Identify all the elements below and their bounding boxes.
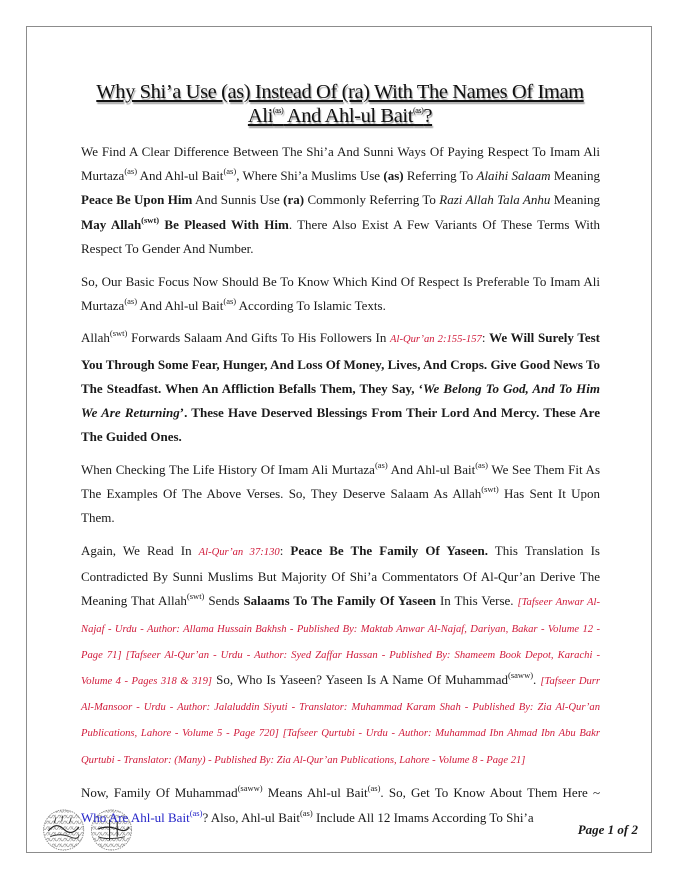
text: Commonly Referring To bbox=[304, 192, 440, 208]
text: . bbox=[533, 672, 541, 688]
text: So, Who Is Yaseen? Yaseen Is A Name Of Muhammad bbox=[212, 672, 509, 688]
bold-text: (as) bbox=[383, 168, 404, 184]
text: : bbox=[279, 543, 291, 559]
tafseer-reference: [Tafseer Durr Al-Mansoor - Urdu - Author: Jalaluddin Siyuti - Translator: Muhammad Karam Shah - Published By: Zia Al-Qur’an Publications, Lahore - Volume 5 - Page 720] [Tafseer Qurtubi - Urdu - Author: Muhammad Ibn Ahmad Ibn Abu Bakr Qurtubi - Translator: (Many) - Published By: Zia Al-Qur’an Publications, Lahore - Volume 8 - Page 21] bbox=[81, 676, 601, 766]
text: This Translation Is Contradicted By Sunni Muslims But Majority Of Shi’a Commentators Of Al-Qur’an Derive The Meaning That Allah bbox=[81, 543, 600, 609]
bold-text: Be Pleased With Him bbox=[159, 216, 289, 232]
honorific-sup: (saww) bbox=[237, 783, 263, 794]
text: , Where Shi’a Muslims Use bbox=[236, 168, 384, 184]
bold-text: Peace Be Upon Him bbox=[81, 192, 193, 208]
quran-reference: Al-Qur’an 37:130 bbox=[198, 547, 280, 559]
bold-quote: Peace Be The Family Of Yaseen. bbox=[290, 543, 488, 559]
title-line-1: Why Shi’a Use (as) Instead Of (ra) With The Names Of Imam bbox=[96, 81, 584, 103]
title-sup: (as) bbox=[413, 106, 424, 115]
paragraph-1 bbox=[81, 140, 600, 261]
tafseer-reference: [Tafseer Anwar Al-Najaf - Urdu - Author: Allama Hussain Bakhsh - Published By: Maktab Anwar Al-Najaf, Dariyan, Bakar - Volume 12 - Page 71] [Tafseer Al-Qur’an - Urdu - Author: Syed Zaffar Hassan - Published By: Shameem Book Depot, Karachi - Volume 4 - Pages 318 & 319] bbox=[81, 597, 600, 688]
text: Include All 12 Imams According To Shi’a bbox=[312, 809, 534, 825]
text: And Sunnis Use bbox=[192, 192, 284, 208]
text: Allah bbox=[81, 330, 110, 346]
title-ali: Ali bbox=[247, 105, 273, 127]
honorific-sup: (swt) bbox=[481, 484, 499, 495]
text: Now, Family Of Muhammad bbox=[81, 785, 238, 801]
text: . So, Get To Know About Them Here ~ bbox=[380, 785, 601, 801]
honorific-sup: (as) bbox=[124, 166, 138, 177]
link-text[interactable]: Who Are Ahl-ul Bait bbox=[81, 809, 190, 825]
text: : bbox=[481, 330, 490, 346]
title-ahl-ul-bait: And Ahl-ul Bait bbox=[283, 105, 413, 127]
honorific-sup: (swt) bbox=[141, 214, 160, 225]
who-are-ahl-ul-bait-link[interactable] bbox=[81, 807, 203, 825]
title-question-mark: ? bbox=[423, 105, 433, 127]
calligraphy-seal-left-icon bbox=[44, 810, 84, 850]
text: And Ahl-ul Bait bbox=[137, 168, 224, 184]
honorific-sup[interactable]: (as) bbox=[189, 807, 203, 818]
quran-reference: Al-Qur’an 2:155-157 bbox=[390, 334, 482, 346]
honorific-sup: (as) bbox=[223, 295, 237, 306]
honorific-sup: (as) bbox=[124, 295, 138, 306]
paragraph-3 bbox=[81, 326, 600, 449]
text: Sends bbox=[204, 593, 244, 609]
text: . There Also Exist A Few Variants Of These Terms With Respect To Gender And Number. bbox=[81, 216, 600, 256]
honorific-sup: (as) bbox=[299, 807, 313, 818]
bold-text: May Allah bbox=[81, 216, 142, 232]
text: We Find A Clear Difference Between The Shi’a And Sunni Ways Of Paying Respect To Imam Ali Murtaza bbox=[81, 144, 600, 184]
text: Referring To bbox=[403, 168, 477, 184]
text: Again, We Read In bbox=[81, 543, 199, 559]
honorific-sup: (swt) bbox=[109, 328, 128, 339]
paragraph-6 bbox=[81, 781, 600, 829]
bold-quote: ’. These Have Deserved Blessings From Their Lord And Mercy. These Are The Guided Ones. bbox=[81, 405, 600, 445]
bold-text: (ra) bbox=[283, 192, 305, 208]
page-number: Page 1 of 2 bbox=[577, 822, 638, 837]
text: Forwards Salaam And Gifts To His Followers In bbox=[127, 330, 391, 346]
text: And Ahl-ul Bait bbox=[387, 461, 476, 477]
paragraph-4 bbox=[81, 458, 600, 531]
text: According To Islamic Texts. bbox=[236, 297, 386, 313]
honorific-sup: (saww) bbox=[508, 670, 534, 681]
paragraph-2 bbox=[81, 270, 600, 318]
honorific-sup: (as) bbox=[475, 459, 488, 470]
text: We See Them Fit As The Examples Of The Above Verses. So, They Deserve Salaam As Allah bbox=[81, 461, 601, 502]
text: Has Sent It Upon Them. bbox=[81, 486, 600, 526]
document-body bbox=[81, 140, 600, 838]
honorific-sup: (as) bbox=[223, 166, 237, 177]
bold-italic-quote: We Belong To God, And To Him We Are Returning bbox=[81, 380, 600, 421]
italic-text: Alaihi Salaam bbox=[476, 168, 551, 184]
text: When Checking The Life History Of Imam Ali Murtaza bbox=[81, 461, 375, 477]
text: Means Ahl-ul Bait bbox=[262, 785, 368, 801]
title-sup: (as) bbox=[272, 106, 284, 115]
honorific-sup: (as) bbox=[367, 783, 381, 794]
honorific-sup: (as) bbox=[374, 459, 388, 470]
bold-text: Salaams To The Family Of Yaseen bbox=[243, 593, 436, 609]
honorific-sup: (swt) bbox=[186, 591, 205, 602]
text: So, Our Basic Focus Now Should Be To Know Which Kind Of Respect Is Preferable To Imam Ali Murtaza bbox=[81, 273, 600, 313]
paragraph-5 bbox=[81, 539, 600, 773]
text: Meaning bbox=[550, 168, 601, 184]
document-title bbox=[60, 80, 620, 128]
text: Meaning bbox=[550, 192, 600, 208]
text: In This Verse. bbox=[435, 593, 518, 609]
bold-quote: We Will Surely Test You Through Some Fear, Hunger, And Loss Of Money, Lives, And Crops. Give Good News To The Steadfast. When An Affliction Befalls Them, They Say, ‘ bbox=[81, 330, 600, 396]
text: Also, Ahl-ul Bait bbox=[208, 809, 300, 825]
italic-text: Razi Allah Tala Anhu bbox=[439, 192, 551, 208]
text: And Ahl-ul Bait bbox=[137, 297, 224, 313]
text: ? bbox=[202, 809, 209, 825]
